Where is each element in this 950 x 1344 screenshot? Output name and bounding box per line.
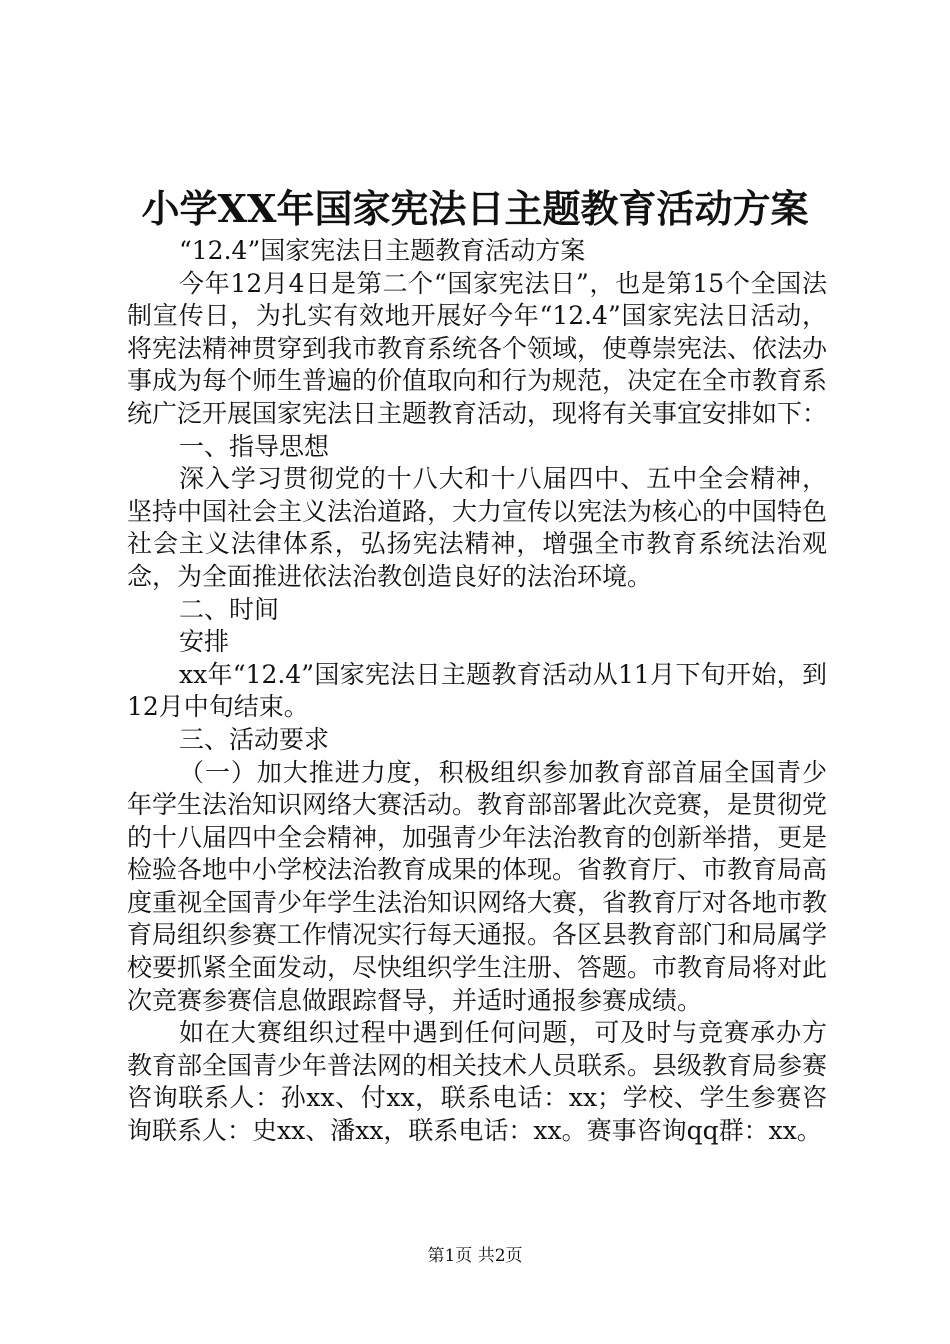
- section-heading-guiding-thought: 一、指导思想: [179, 431, 330, 461]
- section-heading-time: 二、时间: [179, 594, 280, 624]
- paragraph-guiding-thought: 深入学习贯彻党的十八大和十八届四中、五中全会精神，坚持中国社会主义法治道路，大力宣传以宪法为核心的中国特色社会主义法律体系，弘扬宪法精神，增强全市教育系统法治观念，为全面推进依法治教创造良好的法治环境。: [127, 464, 828, 591]
- document-title: 小学XX年国家宪法日主题教育活动方案: [141, 186, 809, 231]
- paragraph-time: xx年“12.4”国家宪法日主题教育活动从11月下旬开始，到12月中旬结束。: [127, 659, 827, 722]
- document-body: [127, 235, 827, 1148]
- section-heading-requirements: 三、活动要求: [179, 724, 330, 754]
- paragraph-contact: 如在大赛组织过程中遇到任何问题，可及时与竞赛承办方教育部全国青少年普法网的相关技术人员联系。县级教育局参赛咨询联系人：孙xx、付xx，联系电话：xx；学校、学生参赛咨询联系人：史xx、潘xx，联系电话：xx。赛事咨询qq群：xx。: [127, 1018, 828, 1146]
- page-number-footer: 第1页 共2页: [427, 1246, 523, 1266]
- paragraph-intro: 今年12月4日是第二个“国家宪法日”，也是第15个全国法制宣传日，为扎实有效地开展好今年“12.4”国家宪法日活动，将宪法精神贯穿到我市教育系统各个领域，使尊崇宪法、依法办事成为每个师生普遍的价值取向和行为规范，决定在全市教育系统广泛开展国家宪法日主题教育活动，现将有关事宜安排如下：: [127, 268, 828, 428]
- section-heading-arrangement: 安排: [179, 627, 230, 657]
- paragraph-subtitle: “12.4”国家宪法日主题教育活动方案: [179, 236, 586, 265]
- paragraph-requirement-1: （一）加大推进力度，积极组织参加教育部首届全国青少年学生法治知识网络大赛活动。教育部部署此次竞赛，是贯彻党的十八届四中全会精神，加强青少年法治教育的创新举措，更是检验各地中小学校法治教育成果的体现。省教育厅、市教育局高度重视全国青少年学生法治知识网络大赛，省教育厅对各地市教育局组织参赛工作情况实行每天通报。各区县教育部门和局属学校要抓紧全面发动，尽快组织学生注册、答题。市教育局将对此次竞赛参赛信息做跟踪督导，并适时通报参赛成绩。: [127, 757, 828, 1015]
